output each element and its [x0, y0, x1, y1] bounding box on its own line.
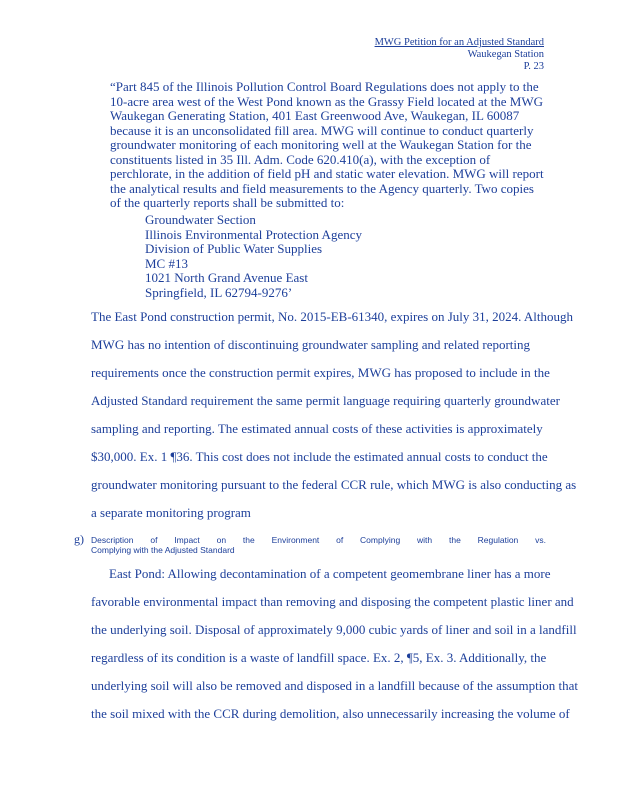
quote-line: 10-acre area west of the West Pond known as the Grassy Field located at the MWG: [110, 93, 544, 109]
paragraph-line: regardless of its condition is a waste of landfill space. Ex. 2, ¶5, Ex. 3. Additionally, the: [91, 650, 547, 665]
address-line: MC #13: [145, 255, 188, 271]
heading-word: Environment: [271, 535, 320, 545]
paragraph-line: underlying soil will also be removed and disposed in a landfill because of the assumption that: [91, 678, 579, 693]
header-station: Waukegan Station: [467, 49, 544, 60]
heading-word: with: [417, 535, 433, 545]
heading-word: the: [242, 535, 255, 545]
heading-word: Complying: [360, 535, 401, 545]
page-header: [375, 37, 544, 73]
paragraph-line: the soil mixed with the CCR during demolition, also unnecessarily increasing the volume of: [91, 706, 570, 721]
address-line: Groundwater Section: [145, 212, 256, 227]
quote-line: perchlorate, in the addition of field pH and static water elevation. MWG will report: [110, 166, 544, 181]
quote-line: of the quarterly reports shall be submitted to:: [110, 195, 345, 210]
quote-line: because it is an unconsolidated fill area. MWG will continue to conduct quarterly: [110, 122, 534, 138]
quote-line: groundwater monitoring of each monitoring well at the Waukegan Station for the: [110, 137, 532, 152]
paragraph-line: sampling and reporting. The estimated annual costs of these activities is approximately: [91, 421, 543, 436]
heading-line-2: Complying with the Adjusted Standard: [91, 545, 235, 555]
paragraph-line: Adjusted Standard requirement the same permit language requiring quarterly groundwater: [91, 393, 560, 408]
paragraph-line: $30,000. Ex. 1 ¶36. This cost does not include the estimated annual costs to conduct the: [91, 449, 548, 464]
quote-line: Waukegan Generating Station, 401 East Greenwood Ave, Waukegan, IL 60087: [110, 108, 520, 123]
header-page-number: P. 23: [523, 61, 544, 72]
address-line: Illinois Environmental Protection Agency: [145, 226, 362, 242]
address-line: 1021 North Grand Avenue East: [145, 270, 308, 285]
quoted-permit-language: [110, 80, 550, 211]
section-heading: [91, 535, 546, 555]
quote-line: the analytical results and field measurements to the Agency quarterly. Two copies: [110, 180, 534, 196]
heading-word: Description: [91, 535, 134, 545]
quote-line: “Part 845 of the Illinois Pollution Control Board Regulations does not apply to the: [110, 79, 539, 94]
address-line: Springfield, IL 62794-9276’: [145, 284, 293, 300]
east-pond-impact-paragraph: [91, 564, 611, 732]
quote-line: constituents listed in 35 Ill. Adm. Code 620.410(a), with the exception of: [110, 151, 491, 167]
paragraph-line: The East Pond construction permit, No. 2015-EB-61340, expires on July 31, 2024. Although: [91, 309, 574, 324]
heading-word: of: [336, 535, 344, 545]
paragraph-line: requirements once the construction permit expires, MWG has proposed to include in the: [91, 365, 550, 380]
heading-word: the: [448, 535, 461, 545]
heading-word: Impact: [174, 535, 200, 545]
heading-word: vs.: [535, 535, 546, 545]
paragraph-line: groundwater monitoring pursuant to the federal CCR rule, which MWG is also conducting as: [91, 477, 577, 492]
heading-word: on: [216, 535, 227, 545]
heading-word: of: [150, 535, 158, 545]
agency-address: [145, 213, 362, 300]
paragraph-line: the underlying soil. Disposal of approximately 9,000 cubic yards of liner and soil in a landfill: [91, 622, 577, 637]
construction-permit-paragraph: [91, 307, 611, 531]
paragraph-line: East Pond: Allowing decontamination of a competent geomembrane liner has a more: [109, 566, 551, 581]
heading-word: Regulation: [477, 535, 519, 545]
paragraph-line: favorable environmental impact than removing and disposing the competent plastic liner and: [91, 594, 574, 609]
paragraph-line: a separate monitoring program: [91, 505, 251, 520]
section-marker: g): [74, 532, 84, 546]
header-petition-title: MWG Petition for an Adjusted Standard: [374, 37, 544, 48]
address-line: Division of Public Water Supplies: [145, 241, 323, 256]
paragraph-line: MWG has no intention of discontinuing groundwater sampling and related reporting: [91, 337, 531, 352]
